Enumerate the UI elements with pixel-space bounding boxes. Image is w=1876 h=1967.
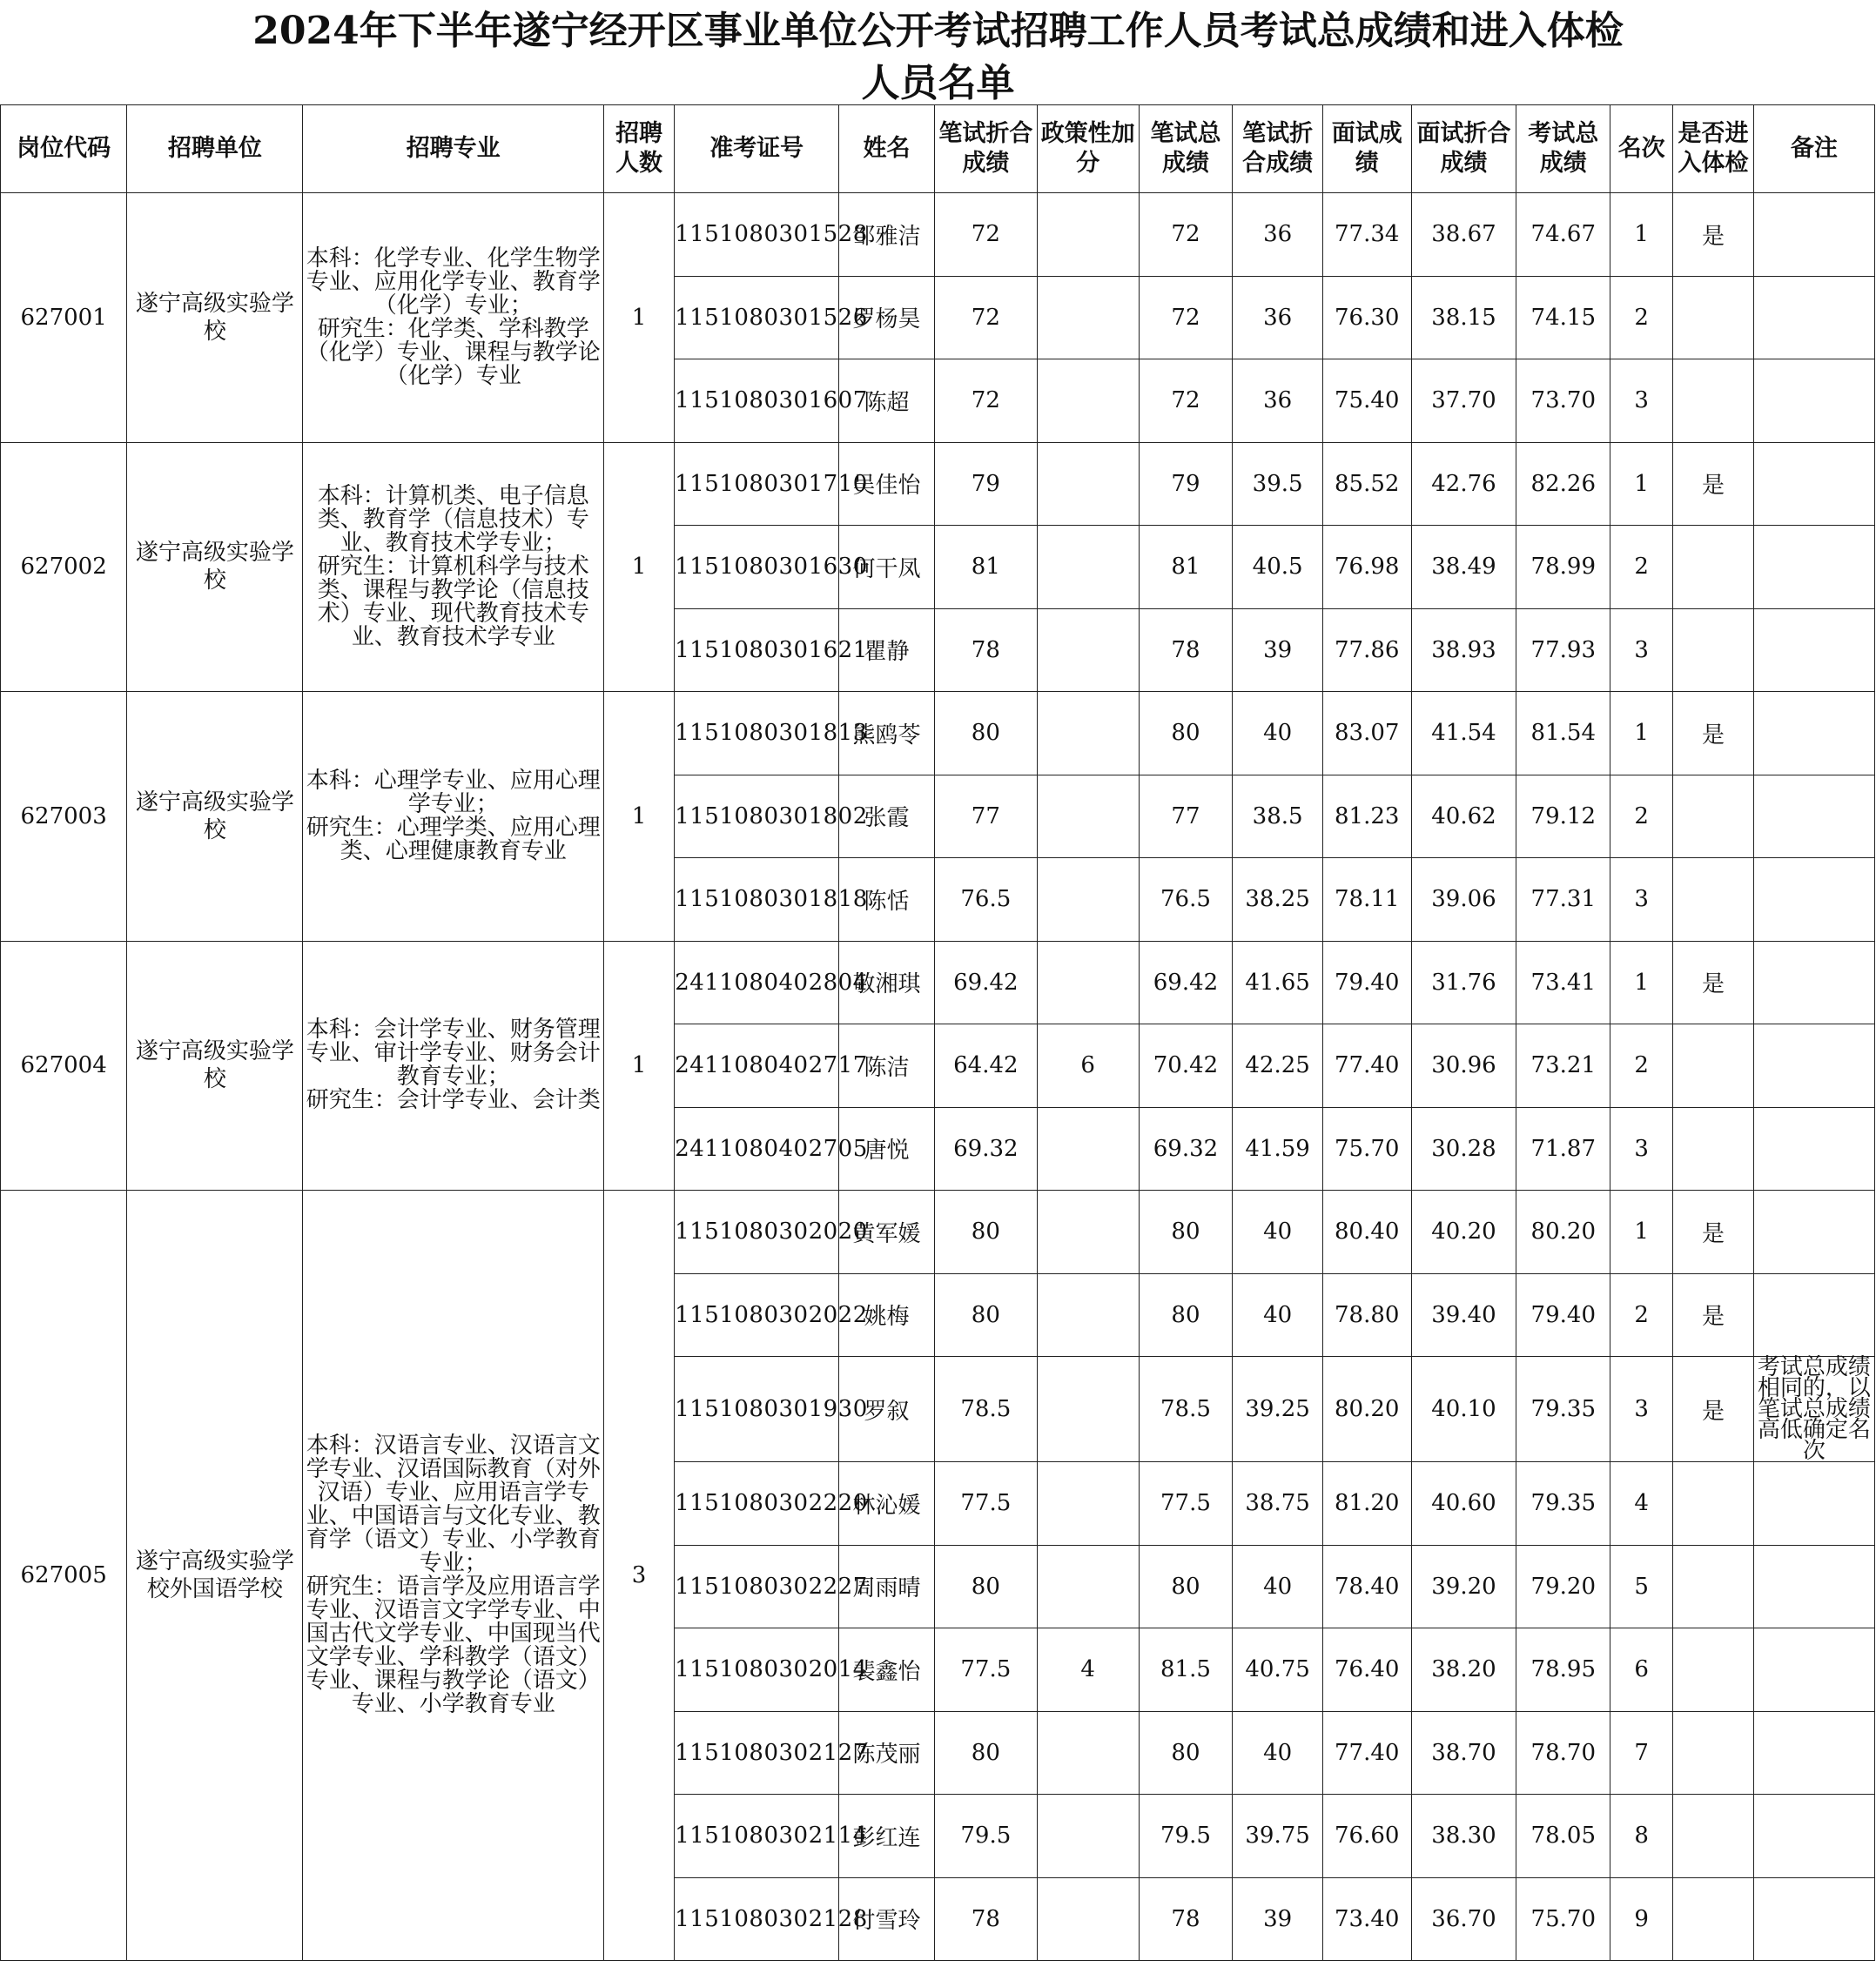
interview-score-cell: 76.98	[1322, 526, 1411, 609]
table-row	[1, 1191, 1875, 1274]
interview-weighted-cell: 30.96	[1411, 1024, 1516, 1108]
remark-cell	[1753, 608, 1874, 692]
rank-cell: 2	[1610, 1024, 1673, 1108]
header-policy-bonus: 政策性加分	[1037, 105, 1139, 193]
name-cell: 彭红连	[839, 1795, 935, 1878]
physical-exam-cell	[1673, 1795, 1753, 1878]
physical-exam-cell: 是	[1673, 692, 1753, 775]
recruiting-unit-cell: 遂宁高级实验学校	[127, 941, 303, 1191]
interview-score-cell: 77.86	[1322, 608, 1411, 692]
total-score-cell: 79.35	[1516, 1462, 1610, 1546]
recruiting-unit-cell: 遂宁高级实验学校外国语学校	[127, 1191, 303, 1961]
name-cell: 邹雅洁	[839, 193, 935, 277]
rank-cell: 1	[1610, 193, 1673, 277]
written-converted-cell: 79.5	[934, 1795, 1037, 1878]
written-converted-cell: 69.32	[934, 1107, 1037, 1191]
interview-weighted-cell: 41.54	[1411, 692, 1516, 775]
remark-cell	[1753, 359, 1874, 443]
written-weighted-cell: 42.25	[1233, 1024, 1323, 1108]
physical-exam-cell	[1673, 1628, 1753, 1712]
recruiting-unit-cell: 遂宁高级实验学校	[127, 193, 303, 443]
major-requirements-cell: 本科：心理学专业、应用心理学专业； 研究生：心理学类、应用心理类、心理健康教育专业	[303, 692, 603, 942]
written-converted-cell: 72	[934, 276, 1037, 359]
physical-exam-cell: 是	[1673, 1357, 1753, 1462]
interview-score-cell: 75.40	[1322, 359, 1411, 443]
written-converted-cell: 77.5	[934, 1628, 1037, 1712]
total-score-cell: 73.70	[1516, 359, 1610, 443]
header-remark: 备注	[1753, 105, 1874, 193]
interview-weighted-cell: 40.60	[1411, 1462, 1516, 1546]
name-cell: 罗杨昊	[839, 276, 935, 359]
exam-number-cell: 1151080301526	[675, 276, 839, 359]
physical-exam-cell	[1673, 858, 1753, 942]
title-line-2: 人员名单	[861, 61, 1015, 105]
total-score-cell: 79.20	[1516, 1545, 1610, 1628]
remark-cell	[1753, 1795, 1874, 1878]
interview-weighted-cell: 38.15	[1411, 276, 1516, 359]
policy-bonus-cell	[1037, 1711, 1139, 1795]
total-score-cell: 78.99	[1516, 526, 1610, 609]
policy-bonus-cell	[1037, 608, 1139, 692]
written-weighted-cell: 39.25	[1233, 1357, 1323, 1462]
policy-bonus-cell	[1037, 692, 1139, 775]
position-code-cell: 627004	[1, 941, 127, 1191]
position-code-cell: 627002	[1, 442, 127, 692]
written-total-cell: 80	[1139, 1191, 1233, 1274]
exam-number-cell: 1151080301630	[675, 526, 839, 609]
major-requirements-cell: 本科：会计学专业、财务管理专业、审计学专业、财务会计教育专业； 研究生：会计学专业、会计类	[303, 941, 603, 1191]
exam-number-cell: 1151080301528	[675, 193, 839, 277]
written-converted-cell: 77.5	[934, 1462, 1037, 1546]
interview-score-cell: 76.60	[1322, 1795, 1411, 1878]
rank-cell: 4	[1610, 1462, 1673, 1546]
header-code: 岗位代码	[1, 105, 127, 193]
table-row	[1, 442, 1875, 526]
policy-bonus-cell	[1037, 276, 1139, 359]
physical-exam-cell	[1673, 1462, 1753, 1546]
physical-exam-cell	[1673, 775, 1753, 858]
written-weighted-cell: 36	[1233, 193, 1323, 277]
written-weighted-cell: 40	[1233, 1711, 1323, 1795]
remark-cell	[1753, 1273, 1874, 1357]
recruit-count-cell: 3	[603, 1191, 674, 1961]
interview-score-cell: 85.52	[1322, 442, 1411, 526]
interview-weighted-cell: 36.70	[1411, 1877, 1516, 1961]
written-weighted-cell: 40	[1233, 1273, 1323, 1357]
exam-number-cell: 1151080302127	[675, 1711, 839, 1795]
interview-score-cell: 76.30	[1322, 276, 1411, 359]
remark-cell	[1753, 1711, 1874, 1795]
rank-cell: 2	[1610, 775, 1673, 858]
written-total-cell: 72	[1139, 276, 1233, 359]
remark-cell: 考试总成绩相同的，以笔试总成绩高低确定名次	[1753, 1357, 1874, 1462]
interview-weighted-cell: 39.40	[1411, 1273, 1516, 1357]
remark-cell	[1753, 692, 1874, 775]
written-weighted-cell: 39.75	[1233, 1795, 1323, 1878]
exam-number-cell: 1151080301930	[675, 1357, 839, 1462]
exam-number-cell: 1151080301802	[675, 775, 839, 858]
interview-score-cell: 77.40	[1322, 1024, 1411, 1108]
physical-exam-cell	[1673, 1711, 1753, 1795]
physical-exam-cell	[1673, 1545, 1753, 1628]
interview-score-cell: 77.40	[1322, 1711, 1411, 1795]
written-weighted-cell: 38.75	[1233, 1462, 1323, 1546]
written-total-cell: 80	[1139, 692, 1233, 775]
policy-bonus-cell	[1037, 442, 1139, 526]
header-interview: 面试成绩	[1322, 105, 1411, 193]
written-converted-cell: 79	[934, 442, 1037, 526]
interview-score-cell: 81.23	[1322, 775, 1411, 858]
interview-weighted-cell: 38.49	[1411, 526, 1516, 609]
name-cell: 陈恬	[839, 858, 935, 942]
written-weighted-cell: 39	[1233, 608, 1323, 692]
interview-weighted-cell: 30.28	[1411, 1107, 1516, 1191]
recruit-count-cell: 1	[603, 941, 674, 1191]
exam-number-cell: 1151080301621	[675, 608, 839, 692]
major-requirements-cell: 本科：化学专业、化学生物学专业、应用化学专业、教育学（化学）专业； 研究生：化学类、学科教学（化学）专业、课程与教学论（化学）专业	[303, 193, 603, 443]
interview-score-cell: 73.40	[1322, 1877, 1411, 1961]
total-score-cell: 79.35	[1516, 1357, 1610, 1462]
header-exam-no: 准考证号	[675, 105, 839, 193]
policy-bonus-cell	[1037, 359, 1139, 443]
written-converted-cell: 80	[934, 692, 1037, 775]
major-requirements-cell: 本科：计算机类、电子信息类、教育学（信息技术）专业、教育技术学专业； 研究生：计算机科学与技术类、课程与教学论（信息技术）专业、现代教育技术专业、教育技术学专业	[303, 442, 603, 692]
written-converted-cell: 76.5	[934, 858, 1037, 942]
policy-bonus-cell	[1037, 1462, 1139, 1546]
header-written-converted: 笔试折合成绩	[934, 105, 1037, 193]
major-requirements-cell: 本科：汉语言专业、汉语言文学专业、汉语国际教育（对外汉语）专业、应用语言学专业、中国语言与文化专业、教育学（语文）专业、小学教育专业； 研究生：语言学及应用语言学专业、汉语言文字学专业、中国古代文学专业、中国现当代文学专业、学科教学（语文）专业、课程与教学论（语文）专业、小学教育专业	[303, 1191, 603, 1961]
total-score-cell: 81.54	[1516, 692, 1610, 775]
written-weighted-cell: 40.5	[1233, 526, 1323, 609]
total-score-cell: 71.87	[1516, 1107, 1610, 1191]
policy-bonus-cell	[1037, 526, 1139, 609]
exam-number-cell: 2411080402804	[675, 941, 839, 1024]
written-weighted-cell: 40	[1233, 1545, 1323, 1628]
rank-cell: 1	[1610, 692, 1673, 775]
interview-score-cell: 79.40	[1322, 941, 1411, 1024]
interview-score-cell: 78.40	[1322, 1545, 1411, 1628]
recruit-count-cell: 1	[603, 193, 674, 443]
written-converted-cell: 78	[934, 608, 1037, 692]
rank-cell: 3	[1610, 858, 1673, 942]
recruit-count-cell: 1	[603, 692, 674, 942]
name-cell: 唐悦	[839, 1107, 935, 1191]
name-cell: 黄军媛	[839, 1191, 935, 1274]
interview-score-cell: 76.40	[1322, 1628, 1411, 1712]
interview-score-cell: 80.20	[1322, 1357, 1411, 1462]
name-cell: 熊鸥苓	[839, 692, 935, 775]
remark-cell	[1753, 193, 1874, 277]
physical-exam-cell	[1673, 276, 1753, 359]
header-name: 姓名	[839, 105, 935, 193]
total-score-cell: 78.95	[1516, 1628, 1610, 1712]
header-major: 招聘专业	[303, 105, 603, 193]
interview-weighted-cell: 38.70	[1411, 1711, 1516, 1795]
rank-cell: 6	[1610, 1628, 1673, 1712]
exam-number-cell: 2411080402717	[675, 1024, 839, 1108]
name-cell: 罗叙	[839, 1357, 935, 1462]
name-cell: 陈茂丽	[839, 1711, 935, 1795]
written-converted-cell: 72	[934, 359, 1037, 443]
policy-bonus-cell: 6	[1037, 1024, 1139, 1108]
table-row	[1, 692, 1875, 775]
interview-score-cell: 83.07	[1322, 692, 1411, 775]
policy-bonus-cell	[1037, 193, 1139, 277]
interview-weighted-cell: 38.93	[1411, 608, 1516, 692]
interview-weighted-cell: 38.67	[1411, 193, 1516, 277]
total-score-cell: 79.40	[1516, 1273, 1610, 1357]
recruiting-unit-cell: 遂宁高级实验学校	[127, 692, 303, 942]
rank-cell: 8	[1610, 1795, 1673, 1878]
written-total-cell: 79.5	[1139, 1795, 1233, 1878]
total-score-cell: 77.93	[1516, 608, 1610, 692]
position-code-cell: 627005	[1, 1191, 127, 1961]
written-total-cell: 77	[1139, 775, 1233, 858]
written-weighted-cell: 41.59	[1233, 1107, 1323, 1191]
remark-cell	[1753, 941, 1874, 1024]
remark-cell	[1753, 442, 1874, 526]
interview-score-cell: 78.11	[1322, 858, 1411, 942]
remark-cell	[1753, 1107, 1874, 1191]
written-total-cell: 78.5	[1139, 1357, 1233, 1462]
written-converted-cell: 80	[934, 1711, 1037, 1795]
written-weighted-cell: 40	[1233, 1191, 1323, 1274]
header-row	[1, 105, 1875, 193]
written-converted-cell: 77	[934, 775, 1037, 858]
exam-number-cell: 1151080302014	[675, 1628, 839, 1712]
results-table	[0, 104, 1875, 1961]
total-score-cell: 73.21	[1516, 1024, 1610, 1108]
total-score-cell: 82.26	[1516, 442, 1610, 526]
written-total-cell: 70.42	[1139, 1024, 1233, 1108]
written-weighted-cell: 40	[1233, 692, 1323, 775]
policy-bonus-cell	[1037, 1545, 1139, 1628]
exam-number-cell: 1151080302227	[675, 1545, 839, 1628]
rank-cell: 2	[1610, 526, 1673, 609]
header-count: 招聘人数	[603, 105, 674, 193]
name-cell: 敬湘琪	[839, 941, 935, 1024]
interview-score-cell: 81.20	[1322, 1462, 1411, 1546]
exam-number-cell: 1151080301818	[675, 858, 839, 942]
written-converted-cell: 72	[934, 193, 1037, 277]
interview-score-cell: 78.80	[1322, 1273, 1411, 1357]
header-interview-weighted: 面试折合成绩	[1411, 105, 1516, 193]
policy-bonus-cell	[1037, 1357, 1139, 1462]
name-cell: 何干凤	[839, 526, 935, 609]
physical-exam-cell: 是	[1673, 1191, 1753, 1274]
exam-number-cell: 2411080402705	[675, 1107, 839, 1191]
physical-exam-cell	[1673, 1877, 1753, 1961]
total-score-cell: 79.12	[1516, 775, 1610, 858]
written-total-cell: 78	[1139, 608, 1233, 692]
written-converted-cell: 69.42	[934, 941, 1037, 1024]
written-total-cell: 69.42	[1139, 941, 1233, 1024]
interview-score-cell: 75.70	[1322, 1107, 1411, 1191]
policy-bonus-cell	[1037, 775, 1139, 858]
written-total-cell: 80	[1139, 1545, 1233, 1628]
written-converted-cell: 64.42	[934, 1024, 1037, 1108]
interview-weighted-cell: 40.10	[1411, 1357, 1516, 1462]
interview-weighted-cell: 42.76	[1411, 442, 1516, 526]
rank-cell: 1	[1610, 941, 1673, 1024]
written-weighted-cell: 36	[1233, 276, 1323, 359]
exam-number-cell: 1151080302220	[675, 1462, 839, 1546]
exam-number-cell: 1151080302114	[675, 1795, 839, 1878]
physical-exam-cell	[1673, 359, 1753, 443]
name-cell: 周雨晴	[839, 1545, 935, 1628]
exam-number-cell: 1151080301607	[675, 359, 839, 443]
policy-bonus-cell	[1037, 1877, 1139, 1961]
total-score-cell: 74.15	[1516, 276, 1610, 359]
interview-weighted-cell: 39.06	[1411, 858, 1516, 942]
total-score-cell: 78.05	[1516, 1795, 1610, 1878]
remark-cell	[1753, 1545, 1874, 1628]
rank-cell: 1	[1610, 442, 1673, 526]
written-weighted-cell: 39	[1233, 1877, 1323, 1961]
remark-cell	[1753, 526, 1874, 609]
written-total-cell: 81	[1139, 526, 1233, 609]
total-score-cell: 74.67	[1516, 193, 1610, 277]
rank-cell: 2	[1610, 1273, 1673, 1357]
rank-cell: 9	[1610, 1877, 1673, 1961]
policy-bonus-cell	[1037, 941, 1139, 1024]
written-converted-cell: 78	[934, 1877, 1037, 1961]
physical-exam-cell: 是	[1673, 941, 1753, 1024]
written-converted-cell: 80	[934, 1545, 1037, 1628]
table-row	[1, 941, 1875, 1024]
total-score-cell: 75.70	[1516, 1877, 1610, 1961]
recruiting-unit-cell: 遂宁高级实验学校	[127, 442, 303, 692]
table-body	[1, 193, 1875, 1961]
policy-bonus-cell	[1037, 1191, 1139, 1274]
remark-cell	[1753, 1628, 1874, 1712]
interview-weighted-cell: 38.20	[1411, 1628, 1516, 1712]
written-total-cell: 72	[1139, 193, 1233, 277]
header-written-weighted: 笔试折合成绩	[1233, 105, 1323, 193]
written-converted-cell: 80	[934, 1191, 1037, 1274]
total-score-cell: 78.70	[1516, 1711, 1610, 1795]
header-physical: 是否进入体检	[1673, 105, 1753, 193]
remark-cell	[1753, 1462, 1874, 1546]
written-total-cell: 72	[1139, 359, 1233, 443]
written-weighted-cell: 38.25	[1233, 858, 1323, 942]
written-total-cell: 78	[1139, 1877, 1233, 1961]
physical-exam-cell	[1673, 526, 1753, 609]
name-cell: 姚梅	[839, 1273, 935, 1357]
physical-exam-cell	[1673, 1107, 1753, 1191]
rank-cell: 2	[1610, 276, 1673, 359]
physical-exam-cell	[1673, 1024, 1753, 1108]
exam-number-cell: 1151080302020	[675, 1191, 839, 1274]
name-cell: 张霞	[839, 775, 935, 858]
exam-number-cell: 1151080302022	[675, 1273, 839, 1357]
name-cell: 吴佳怡	[839, 442, 935, 526]
written-weighted-cell: 40.75	[1233, 1628, 1323, 1712]
name-cell: 瞿静	[839, 608, 935, 692]
name-cell: 裴鑫怡	[839, 1628, 935, 1712]
interview-weighted-cell: 38.30	[1411, 1795, 1516, 1878]
exam-number-cell: 1151080301710	[675, 442, 839, 526]
interview-weighted-cell: 37.70	[1411, 359, 1516, 443]
written-total-cell: 81.5	[1139, 1628, 1233, 1712]
header-written-total: 笔试总成绩	[1139, 105, 1233, 193]
interview-weighted-cell: 40.20	[1411, 1191, 1516, 1274]
written-converted-cell: 80	[934, 1273, 1037, 1357]
position-code-cell: 627003	[1, 692, 127, 942]
physical-exam-cell	[1673, 608, 1753, 692]
interview-weighted-cell: 40.62	[1411, 775, 1516, 858]
policy-bonus-cell	[1037, 1107, 1139, 1191]
remark-cell	[1753, 1024, 1874, 1108]
physical-exam-cell: 是	[1673, 193, 1753, 277]
page-title	[0, 5, 1876, 110]
policy-bonus-cell: 4	[1037, 1628, 1139, 1712]
remark-cell	[1753, 1877, 1874, 1961]
remark-cell	[1753, 775, 1874, 858]
name-cell: 陈超	[839, 359, 935, 443]
name-cell: 林沁媛	[839, 1462, 935, 1546]
total-score-cell: 73.41	[1516, 941, 1610, 1024]
rank-cell: 3	[1610, 608, 1673, 692]
interview-weighted-cell: 39.20	[1411, 1545, 1516, 1628]
header-rank: 名次	[1610, 105, 1673, 193]
remark-cell	[1753, 858, 1874, 942]
total-score-cell: 80.20	[1516, 1191, 1610, 1274]
rank-cell: 3	[1610, 359, 1673, 443]
position-code-cell: 627001	[1, 193, 127, 443]
written-converted-cell: 78.5	[934, 1357, 1037, 1462]
rank-cell: 3	[1610, 1357, 1673, 1462]
written-weighted-cell: 36	[1233, 359, 1323, 443]
policy-bonus-cell	[1037, 1795, 1139, 1878]
written-weighted-cell: 39.5	[1233, 442, 1323, 526]
total-score-cell: 77.31	[1516, 858, 1610, 942]
header-unit: 招聘单位	[127, 105, 303, 193]
physical-exam-cell: 是	[1673, 1273, 1753, 1357]
written-total-cell: 80	[1139, 1711, 1233, 1795]
written-total-cell: 80	[1139, 1273, 1233, 1357]
recruit-count-cell: 1	[603, 442, 674, 692]
remark-cell	[1753, 276, 1874, 359]
written-total-cell: 69.32	[1139, 1107, 1233, 1191]
policy-bonus-cell	[1037, 858, 1139, 942]
written-converted-cell: 81	[934, 526, 1037, 609]
title-line-1: 2024年下半年遂宁经开区事业单位公开考试招聘工作人员考试总成绩和进入体检	[252, 9, 1624, 53]
written-total-cell: 77.5	[1139, 1462, 1233, 1546]
rank-cell: 3	[1610, 1107, 1673, 1191]
rank-cell: 7	[1610, 1711, 1673, 1795]
header-total: 考试总成绩	[1516, 105, 1610, 193]
exam-number-cell: 1151080301813	[675, 692, 839, 775]
rank-cell: 1	[1610, 1191, 1673, 1274]
table-row	[1, 193, 1875, 277]
written-weighted-cell: 38.5	[1233, 775, 1323, 858]
interview-score-cell: 80.40	[1322, 1191, 1411, 1274]
name-cell: 付雪玲	[839, 1877, 935, 1961]
name-cell: 陈洁	[839, 1024, 935, 1108]
rank-cell: 5	[1610, 1545, 1673, 1628]
written-total-cell: 79	[1139, 442, 1233, 526]
physical-exam-cell: 是	[1673, 442, 1753, 526]
written-total-cell: 76.5	[1139, 858, 1233, 942]
interview-score-cell: 77.34	[1322, 193, 1411, 277]
written-weighted-cell: 41.65	[1233, 941, 1323, 1024]
remark-cell	[1753, 1191, 1874, 1274]
interview-weighted-cell: 31.76	[1411, 941, 1516, 1024]
exam-number-cell: 1151080302128	[675, 1877, 839, 1961]
policy-bonus-cell	[1037, 1273, 1139, 1357]
